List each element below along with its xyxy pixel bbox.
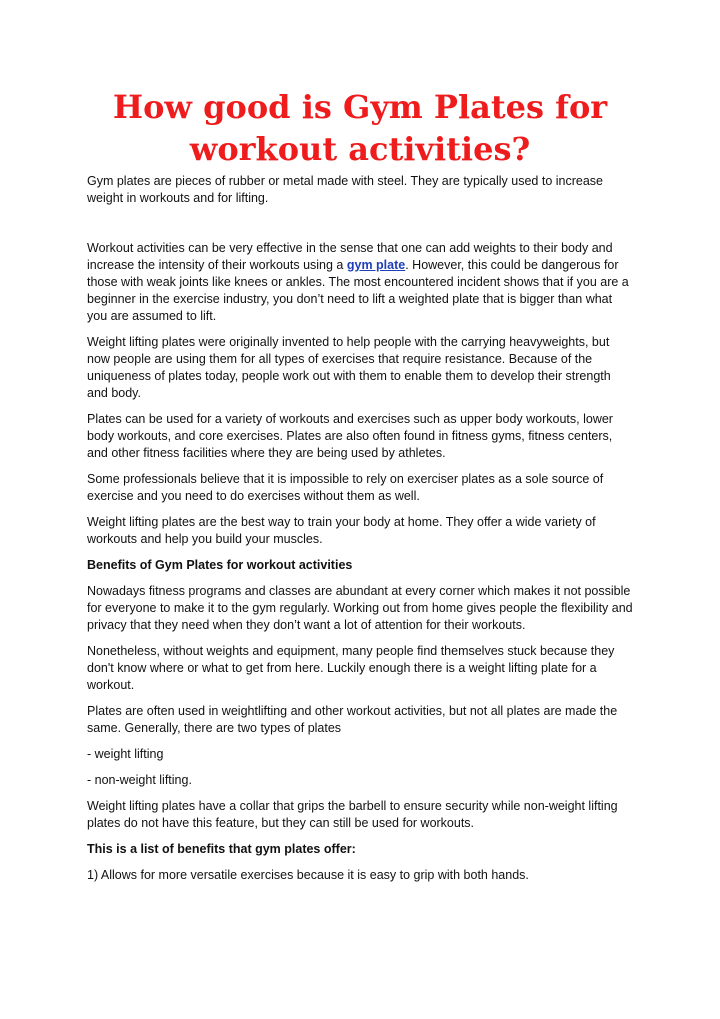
gym-plate-link[interactable]: gym plate bbox=[346, 258, 406, 272]
page-title: How good is Gym Plates for workout activities? bbox=[112, 88, 608, 168]
paragraph-professionals: Some professionals believe that it is impossible to rely on exerciser plates as a sole source of exercise and you need to do exercises without them as well. bbox=[87, 472, 604, 503]
paragraph-text: Workout activities can be very effective in the sense that one can add weights to their body and increase the intensity of their workouts using a bbox=[87, 241, 613, 272]
paragraph-workout bbox=[87, 240, 635, 325]
paragraph-plate-types: Plates are often used in weightlifting and other workout activities, but not all plates are made the same. Generally, there are two types of plates bbox=[87, 704, 618, 735]
section-heading-benefits: Benefits of Gym Plates for workout activities bbox=[87, 558, 353, 572]
paragraph-nonetheless: Nonetheless, without weights and equipment, many people find themselves stuck because they don't know where or what to get from here. Luckily enough there is a weight lifting plate for a workout. bbox=[87, 644, 615, 692]
paragraph-home-training: Weight lifting plates are the best way to train your body at home. They offer a wide variety of workouts and help you build your muscles. bbox=[87, 515, 596, 546]
paragraph-fitness-programs: Nowadays fitness programs and classes are abundant at every corner which makes it not possible for everyone to make it to the gym regularly. Working out from home gives people the flexibility and privacy that they need when they don’t want a lot of attention for their workouts. bbox=[87, 584, 633, 632]
list-item-weight-lifting: - weight lifting bbox=[87, 747, 164, 761]
article-body bbox=[87, 173, 635, 893]
paragraph-collar: Weight lifting plates have a collar that grips the barbell to ensure security while non-weight lifting plates do not have this feature, but they can still be used for workouts. bbox=[87, 799, 618, 830]
paragraph-intro: Gym plates are pieces of rubber or metal made with steel. They are typically used to increase weight in workouts and for lifting. bbox=[87, 174, 603, 205]
section-heading-list: This is a list of benefits that gym plates offer: bbox=[87, 842, 356, 856]
paragraph-text: . However, this could be dangerous for those with weak joints like knees or ankles. The most encountered incident shows that if you are a beginner in the exercise industry, you don’t need to lift a weighted plate that is bigger than what you are assumed to lift. bbox=[87, 258, 629, 323]
paragraph-variety: Plates can be used for a variety of workouts and exercises such as upper body workouts, lower body workouts, and core exercises. Plates are also often found in fitness gyms, fitness centers, and other fitness facilities where they are being used by athletes. bbox=[87, 412, 613, 460]
paragraph-history: Weight lifting plates were originally invented to help people with the carrying heavyweights, but now people are using them for all types of exercises that require resistance. Because of the uniqueness of plates today, people work out with them to enable them to develop their strength and body. bbox=[87, 335, 611, 400]
list-item-non-weight-lifting: - non-weight lifting. bbox=[87, 773, 192, 787]
list-item-benefit-1: 1) Allows for more versatile exercises because it is easy to grip with both hands. bbox=[87, 868, 529, 882]
